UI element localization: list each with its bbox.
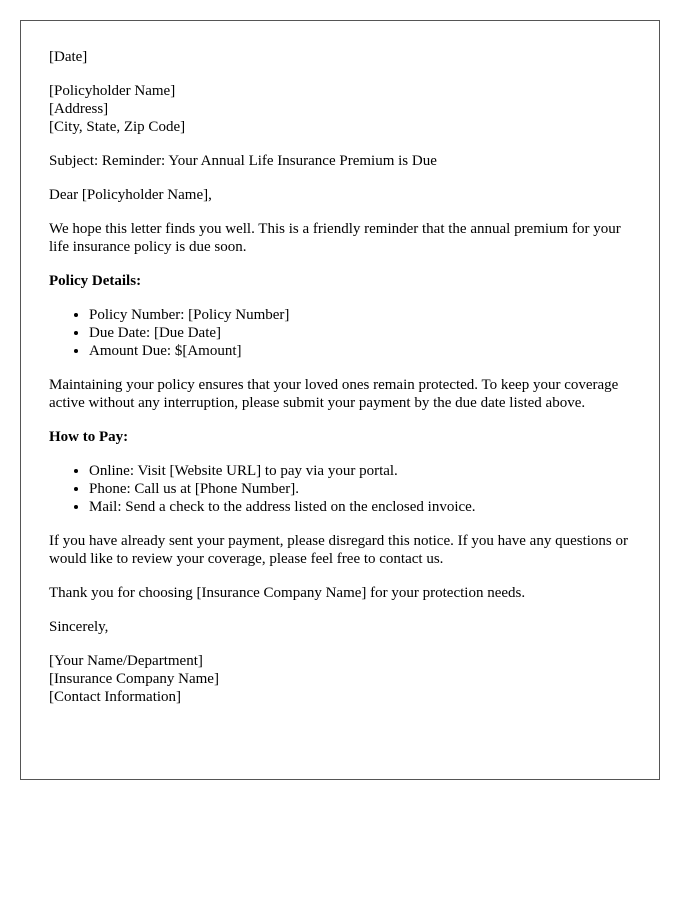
signature-block	[49, 652, 631, 706]
intro-paragraph: We hope this letter finds you well. This is a friendly reminder that the annual premium for your life insurance policy is due soon.	[49, 221, 621, 255]
signature-company: [Insurance Company Name]	[49, 671, 219, 687]
how-to-pay-heading: How to Pay:	[49, 429, 129, 445]
amount-due-item: • Amount Due: $[Amount]	[89, 342, 631, 360]
payment-methods-list	[49, 462, 631, 516]
policy-details-heading: Policy Details:	[49, 273, 142, 289]
thanks-paragraph: Thank you for choosing [Insurance Company Name] for your protection needs.	[49, 585, 526, 601]
letter-salutation: Dear [Policyholder Name],	[49, 187, 212, 203]
recipient-address-block	[49, 82, 631, 136]
closing: Sincerely,	[49, 619, 109, 635]
signature-contact: [Contact Information]	[49, 689, 182, 705]
letter-page	[20, 20, 660, 780]
payment-mail-item: • Mail: Send a check to the address listed on the enclosed invoice.	[89, 498, 631, 516]
recipient-name: [Policyholder Name]	[49, 83, 176, 99]
maintain-policy-paragraph: Maintaining your policy ensures that your loved ones remain protected. To keep your coverage active without any interruption, please submit your payment by the due date listed above.	[49, 377, 619, 411]
payment-phone-item: • Phone: Call us at [Phone Number].	[89, 480, 631, 498]
letter-subject: Subject: Reminder: Your Annual Life Insurance Premium is Due	[49, 153, 437, 169]
disregard-paragraph: If you have already sent your payment, please disregard this notice. If you have any questions or would like to review your coverage, please feel free to contact us.	[49, 533, 628, 567]
letter-date: [Date]	[49, 49, 88, 65]
payment-online-item: • Online: Visit [Website URL] to pay via your portal.	[89, 462, 631, 480]
recipient-address: [Address]	[49, 101, 109, 117]
policy-number-item: • Policy Number: [Policy Number]	[89, 306, 631, 324]
recipient-city-state-zip: [City, State, Zip Code]	[49, 119, 186, 135]
due-date-item: • Due Date: [Due Date]	[89, 324, 631, 342]
signature-name-department: [Your Name/Department]	[49, 653, 203, 669]
policy-details-list	[49, 306, 631, 360]
